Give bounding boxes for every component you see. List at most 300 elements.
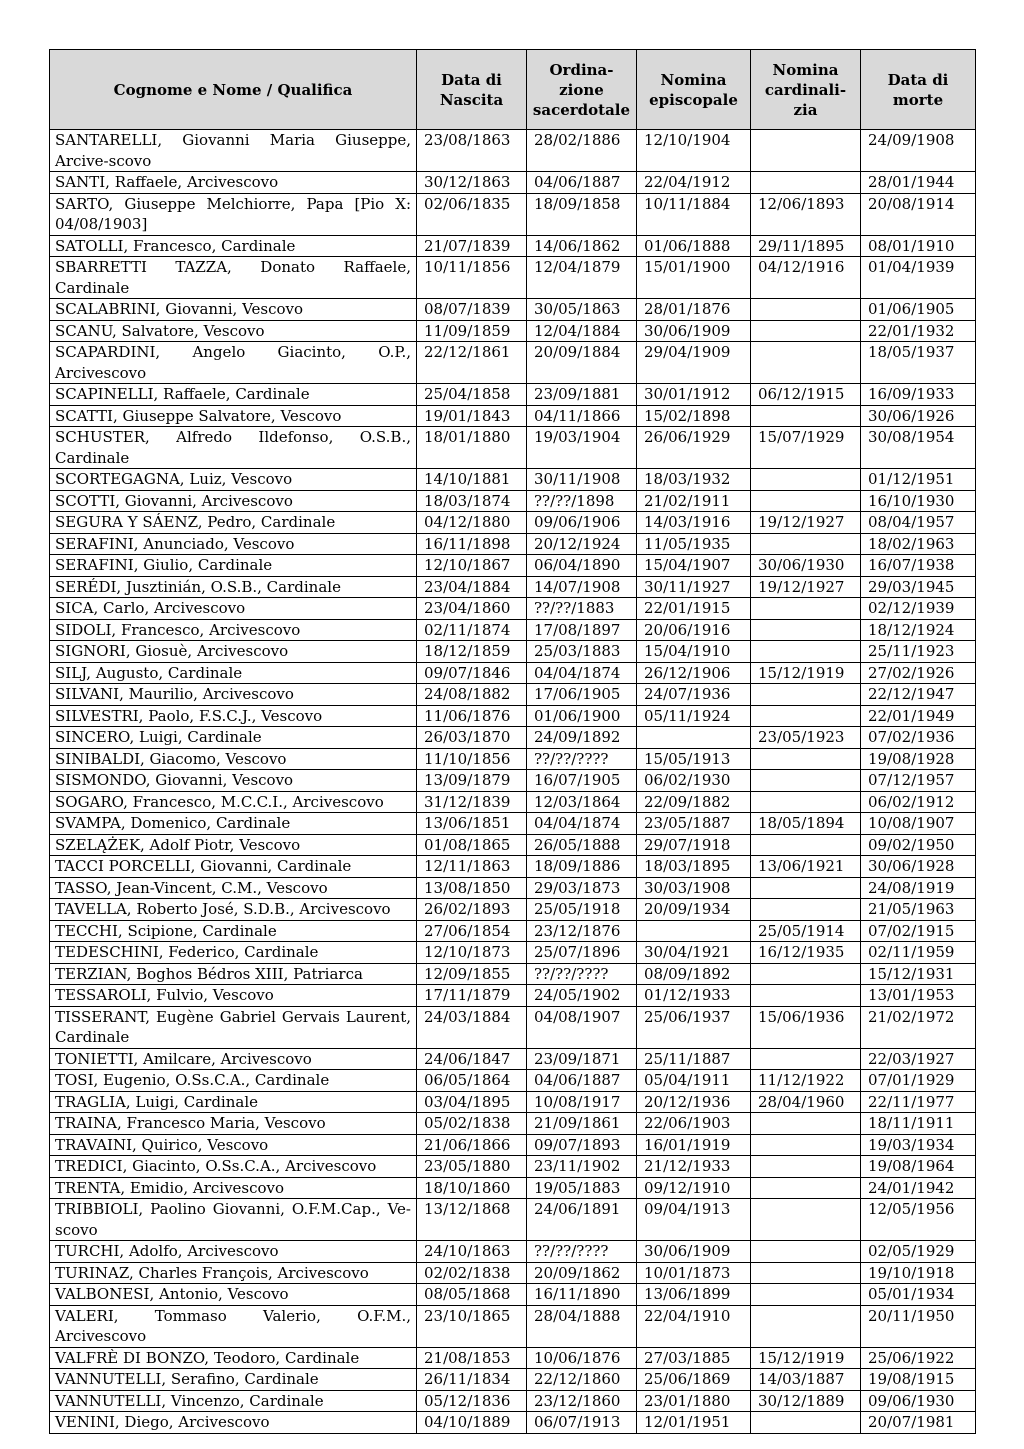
cell-death-date: 22/01/1949	[861, 705, 976, 727]
cell-birth-date: 24/10/1863	[417, 1241, 527, 1263]
cell-death-date: 07/02/1936	[861, 727, 976, 749]
cell-episcopal-appointment: 06/02/1930	[637, 770, 751, 792]
cell-name: SCAPINELLI, Raffaele, Cardinale	[50, 384, 417, 406]
cell-death-date: 08/04/1957	[861, 512, 976, 534]
cell-death-date: 30/06/1926	[861, 405, 976, 427]
cell-name: TOSI, Eugenio, O.Ss.C.A., Cardinale	[50, 1070, 417, 1092]
cell-name: VALBONESI, Antonio, Vescovo	[50, 1284, 417, 1306]
cell-ordination: 23/09/1881	[527, 384, 637, 406]
cell-name: SILVANI, Maurilio, Arcivescovo	[50, 684, 417, 706]
cell-death-date: 01/12/1951	[861, 469, 976, 491]
cell-birth-date: 18/03/1874	[417, 490, 527, 512]
table-row	[50, 555, 976, 577]
cell-death-date: 29/03/1945	[861, 576, 976, 598]
cell-name: TRAVAINI, Quirico, Vescovo	[50, 1134, 417, 1156]
cell-death-date: 27/02/1926	[861, 662, 976, 684]
cell-death-date: 10/08/1907	[861, 813, 976, 835]
table-row	[50, 856, 976, 878]
cell-episcopal-appointment: 20/09/1934	[637, 899, 751, 921]
cell-ordination: 09/06/1906	[527, 512, 637, 534]
cell-ordination: 06/04/1890	[527, 555, 637, 577]
table-row	[50, 384, 976, 406]
table-row	[50, 748, 976, 770]
cell-cardinal-appointment	[751, 791, 861, 813]
cell-episcopal-appointment: 25/06/1869	[637, 1369, 751, 1391]
cell-cardinal-appointment: 15/12/1919	[751, 662, 861, 684]
cell-death-date: 16/10/1930	[861, 490, 976, 512]
header-name	[50, 50, 417, 130]
cell-death-date: 01/04/1939	[861, 257, 976, 299]
cell-birth-date: 02/06/1835	[417, 193, 527, 235]
cell-cardinal-appointment	[751, 1156, 861, 1178]
cell-cardinal-appointment: 15/12/1919	[751, 1347, 861, 1369]
cell-name: TREDICI, Giacinto, O.Ss.C.A., Arcivescovo	[50, 1156, 417, 1178]
cell-cardinal-appointment	[751, 1305, 861, 1347]
cell-episcopal-appointment: 30/11/1927	[637, 576, 751, 598]
header-episcopal-appointment	[637, 50, 751, 130]
table-row	[50, 727, 976, 749]
cell-cardinal-appointment: 30/12/1889	[751, 1390, 861, 1412]
cell-episcopal-appointment: 24/07/1936	[637, 684, 751, 706]
cell-ordination: 28/02/1886	[527, 130, 637, 172]
cell-death-date: 18/02/1963	[861, 533, 976, 555]
cell-name: SIGNORI, Giosuè, Arcivescovo	[50, 641, 417, 663]
cell-birth-date: 30/12/1863	[417, 172, 527, 194]
table-body	[50, 130, 976, 1434]
cell-episcopal-appointment: 13/06/1899	[637, 1284, 751, 1306]
cell-ordination: ??/??/????	[527, 748, 637, 770]
table-row	[50, 469, 976, 491]
cell-episcopal-appointment: 18/03/1932	[637, 469, 751, 491]
cell-name: SINCERO, Luigi, Cardinale	[50, 727, 417, 749]
cell-ordination: 24/09/1892	[527, 727, 637, 749]
table-row	[50, 1369, 976, 1391]
cell-episcopal-appointment: 27/03/1885	[637, 1347, 751, 1369]
cell-birth-date: 23/05/1880	[417, 1156, 527, 1178]
cell-ordination: 25/07/1896	[527, 942, 637, 964]
cell-ordination: 20/09/1884	[527, 342, 637, 384]
cell-name: SIDOLI, Francesco, Arcivescovo	[50, 619, 417, 641]
table-row	[50, 130, 976, 172]
cell-name: SERAFINI, Giulio, Cardinale	[50, 555, 417, 577]
cell-name: TRIBBIOLI, Paolino Giovanni, O.F.M.Cap., Ve-scovo	[50, 1199, 417, 1241]
cell-cardinal-appointment	[751, 1262, 861, 1284]
cell-birth-date: 13/12/1868	[417, 1199, 527, 1241]
cell-ordination: 04/11/1866	[527, 405, 637, 427]
cell-episcopal-appointment: 22/04/1910	[637, 1305, 751, 1347]
cell-ordination: 12/04/1884	[527, 320, 637, 342]
table-row	[50, 1091, 976, 1113]
cell-episcopal-appointment: 30/03/1908	[637, 877, 751, 899]
cell-death-date: 06/02/1912	[861, 791, 976, 813]
cell-name: TISSERANT, Eugène Gabriel Gervais Laurent, Cardinale	[50, 1006, 417, 1048]
cell-death-date: 01/06/1905	[861, 299, 976, 321]
cell-death-date: 08/01/1910	[861, 235, 976, 257]
cell-name: SCATTI, Giuseppe Salvatore, Vescovo	[50, 405, 417, 427]
cell-episcopal-appointment: 22/04/1912	[637, 172, 751, 194]
cell-episcopal-appointment: 30/04/1921	[637, 942, 751, 964]
cell-birth-date: 26/11/1834	[417, 1369, 527, 1391]
cell-death-date: 20/11/1950	[861, 1305, 976, 1347]
cell-ordination: 17/06/1905	[527, 684, 637, 706]
cell-ordination: 16/07/1905	[527, 770, 637, 792]
clergy-table	[49, 49, 976, 1434]
table-row	[50, 1241, 976, 1263]
cell-birth-date: 08/05/1868	[417, 1284, 527, 1306]
cell-name: TEDESCHINI, Federico, Cardinale	[50, 942, 417, 964]
cell-birth-date: 26/02/1893	[417, 899, 527, 921]
cell-birth-date: 21/08/1853	[417, 1347, 527, 1369]
cell-ordination: 06/07/1913	[527, 1412, 637, 1434]
cell-death-date: 24/09/1908	[861, 130, 976, 172]
cell-death-date: 24/08/1919	[861, 877, 976, 899]
cell-death-date: 18/05/1937	[861, 342, 976, 384]
cell-birth-date: 01/08/1865	[417, 834, 527, 856]
table-row	[50, 1199, 976, 1241]
cell-name: SEGURA Y SÁENZ, Pedro, Cardinale	[50, 512, 417, 534]
cell-death-date: 19/08/1928	[861, 748, 976, 770]
cell-death-date: 16/07/1938	[861, 555, 976, 577]
cell-cardinal-appointment	[751, 877, 861, 899]
cell-ordination: 10/08/1917	[527, 1091, 637, 1113]
table-row	[50, 1262, 976, 1284]
header-line: sacerdotale	[532, 100, 631, 119]
cell-ordination: 28/04/1888	[527, 1305, 637, 1347]
cell-death-date: 28/01/1944	[861, 172, 976, 194]
cell-ordination: 04/04/1874	[527, 662, 637, 684]
cell-cardinal-appointment	[751, 985, 861, 1007]
cell-ordination: 23/11/1902	[527, 1156, 637, 1178]
cell-ordination: 20/12/1924	[527, 533, 637, 555]
table-row	[50, 963, 976, 985]
cell-cardinal-appointment: 16/12/1935	[751, 942, 861, 964]
table-row	[50, 172, 976, 194]
cell-birth-date: 18/12/1859	[417, 641, 527, 663]
cell-name: TECCHI, Scipione, Cardinale	[50, 920, 417, 942]
cell-birth-date: 31/12/1839	[417, 791, 527, 813]
cell-name: TONIETTI, Amilcare, Arcivescovo	[50, 1048, 417, 1070]
cell-death-date: 19/03/1934	[861, 1134, 976, 1156]
cell-cardinal-appointment	[751, 834, 861, 856]
cell-cardinal-appointment	[751, 1199, 861, 1241]
header-line: Data di	[441, 70, 502, 89]
cell-name: TRAINA, Francesco Maria, Vescovo	[50, 1113, 417, 1135]
cell-cardinal-appointment: 28/04/1960	[751, 1091, 861, 1113]
cell-cardinal-appointment: 29/11/1895	[751, 235, 861, 257]
cell-death-date: 19/10/1918	[861, 1262, 976, 1284]
cell-name: SCORTEGAGNA, Luiz, Vescovo	[50, 469, 417, 491]
cell-episcopal-appointment: 16/01/1919	[637, 1134, 751, 1156]
cell-ordination: 12/03/1864	[527, 791, 637, 813]
table-row	[50, 877, 976, 899]
cell-cardinal-appointment	[751, 1241, 861, 1263]
cell-cardinal-appointment: 30/06/1930	[751, 555, 861, 577]
cell-episcopal-appointment: 15/04/1907	[637, 555, 751, 577]
cell-cardinal-appointment	[751, 1134, 861, 1156]
cell-episcopal-appointment: 26/12/1906	[637, 662, 751, 684]
cell-name: SANTI, Raffaele, Arcivescovo	[50, 172, 417, 194]
table-row	[50, 834, 976, 856]
cell-death-date: 09/06/1930	[861, 1390, 976, 1412]
cell-episcopal-appointment: 23/01/1880	[637, 1390, 751, 1412]
cell-episcopal-appointment: 05/04/1911	[637, 1070, 751, 1092]
cell-death-date: 13/01/1953	[861, 985, 976, 1007]
cell-episcopal-appointment: 14/03/1916	[637, 512, 751, 534]
table-row	[50, 1070, 976, 1092]
cell-cardinal-appointment: 25/05/1914	[751, 920, 861, 942]
table-row	[50, 320, 976, 342]
cell-episcopal-appointment: 20/12/1936	[637, 1091, 751, 1113]
cell-name: SILVESTRI, Paolo, F.S.C.J., Vescovo	[50, 705, 417, 727]
cell-birth-date: 09/07/1846	[417, 662, 527, 684]
cell-ordination: 23/09/1871	[527, 1048, 637, 1070]
header-line: Ordina-	[549, 60, 614, 79]
cell-birth-date: 03/04/1895	[417, 1091, 527, 1113]
cell-episcopal-appointment: 12/01/1951	[637, 1412, 751, 1434]
cell-cardinal-appointment	[751, 1177, 861, 1199]
cell-cardinal-appointment	[751, 705, 861, 727]
cell-cardinal-appointment	[751, 770, 861, 792]
cell-death-date: 18/12/1924	[861, 619, 976, 641]
table-row	[50, 576, 976, 598]
cell-cardinal-appointment: 15/07/1929	[751, 427, 861, 469]
cell-episcopal-appointment: 29/07/1918	[637, 834, 751, 856]
cell-episcopal-appointment: 15/05/1913	[637, 748, 751, 770]
cell-birth-date: 05/12/1836	[417, 1390, 527, 1412]
cell-ordination: 23/12/1876	[527, 920, 637, 942]
table-row	[50, 1156, 976, 1178]
cell-episcopal-appointment: 12/10/1904	[637, 130, 751, 172]
cell-birth-date: 24/06/1847	[417, 1048, 527, 1070]
cell-ordination: 04/06/1887	[527, 172, 637, 194]
cell-cardinal-appointment	[751, 1113, 861, 1135]
cell-ordination: 10/06/1876	[527, 1347, 637, 1369]
cell-name: VALFRÈ DI BONZO, Teodoro, Cardinale	[50, 1347, 417, 1369]
cell-birth-date: 24/03/1884	[417, 1006, 527, 1048]
cell-death-date: 24/01/1942	[861, 1177, 976, 1199]
cell-cardinal-appointment	[751, 619, 861, 641]
cell-birth-date: 23/08/1863	[417, 130, 527, 172]
table-row	[50, 1412, 976, 1434]
cell-episcopal-appointment: 26/06/1929	[637, 427, 751, 469]
cell-cardinal-appointment	[751, 469, 861, 491]
cell-ordination: 16/11/1890	[527, 1284, 637, 1306]
cell-ordination: 19/05/1883	[527, 1177, 637, 1199]
cell-cardinal-appointment: 14/03/1887	[751, 1369, 861, 1391]
cell-name: SANTARELLI, Giovanni Maria Giuseppe, Arcive-scovo	[50, 130, 417, 172]
cell-death-date: 30/08/1954	[861, 427, 976, 469]
cell-ordination: 18/09/1886	[527, 856, 637, 878]
cell-death-date: 07/01/1929	[861, 1070, 976, 1092]
cell-cardinal-appointment	[751, 1412, 861, 1434]
cell-episcopal-appointment: 01/06/1888	[637, 235, 751, 257]
table-row	[50, 427, 976, 469]
cell-name: SCANU, Salvatore, Vescovo	[50, 320, 417, 342]
cell-ordination: 01/06/1900	[527, 705, 637, 727]
cell-name: SINIBALDI, Giacomo, Vescovo	[50, 748, 417, 770]
cell-name: TASSO, Jean-Vincent, C.M., Vescovo	[50, 877, 417, 899]
cell-cardinal-appointment	[751, 748, 861, 770]
header-death-date	[861, 50, 976, 130]
cell-cardinal-appointment: 19/12/1927	[751, 512, 861, 534]
table-row	[50, 619, 976, 641]
cell-cardinal-appointment: 12/06/1893	[751, 193, 861, 235]
cell-birth-date: 13/08/1850	[417, 877, 527, 899]
cell-name: TAVELLA, Roberto José, S.D.B., Arcivescovo	[50, 899, 417, 921]
table-row	[50, 1006, 976, 1048]
cell-name: VANNUTELLI, Vincenzo, Cardinale	[50, 1390, 417, 1412]
cell-birth-date: 08/07/1839	[417, 299, 527, 321]
cell-ordination: 19/03/1904	[527, 427, 637, 469]
table-row	[50, 1390, 976, 1412]
cell-birth-date: 25/04/1858	[417, 384, 527, 406]
cell-episcopal-appointment: 18/03/1895	[637, 856, 751, 878]
cell-cardinal-appointment	[751, 299, 861, 321]
cell-death-date: 09/02/1950	[861, 834, 976, 856]
cell-cardinal-appointment: 18/05/1894	[751, 813, 861, 835]
cell-name: SCOTTI, Giovanni, Arcivescovo	[50, 490, 417, 512]
cell-name: SVAMPA, Domenico, Cardinale	[50, 813, 417, 835]
cell-episcopal-appointment: 05/11/1924	[637, 705, 751, 727]
cell-death-date: 22/12/1947	[861, 684, 976, 706]
table-row	[50, 1134, 976, 1156]
header-row	[50, 50, 976, 130]
cell-name: SILJ, Augusto, Cardinale	[50, 662, 417, 684]
cell-episcopal-appointment: 25/11/1887	[637, 1048, 751, 1070]
cell-episcopal-appointment: 30/01/1912	[637, 384, 751, 406]
cell-ordination: ??/??/1898	[527, 490, 637, 512]
cell-name: SCAPARDINI, Angelo Giacinto, O.P., Arcivescovo	[50, 342, 417, 384]
header-line: zia	[793, 100, 818, 119]
cell-birth-date: 18/01/1880	[417, 427, 527, 469]
header-birth-date	[417, 50, 527, 130]
cell-death-date: 18/11/1911	[861, 1113, 976, 1135]
cell-ordination: 25/05/1918	[527, 899, 637, 921]
table-row	[50, 342, 976, 384]
cell-cardinal-appointment	[751, 963, 861, 985]
cell-ordination: 24/05/1902	[527, 985, 637, 1007]
table-row	[50, 770, 976, 792]
cell-birth-date: 11/06/1876	[417, 705, 527, 727]
cell-episcopal-appointment	[637, 920, 751, 942]
cell-episcopal-appointment: 30/06/1909	[637, 1241, 751, 1263]
cell-ordination: 04/06/1887	[527, 1070, 637, 1092]
table-row	[50, 1113, 976, 1135]
cell-ordination: ??/??/????	[527, 1241, 637, 1263]
table-row	[50, 1284, 976, 1306]
cell-birth-date: 26/03/1870	[417, 727, 527, 749]
cell-death-date: 20/07/1981	[861, 1412, 976, 1434]
cell-ordination: 25/03/1883	[527, 641, 637, 663]
cell-birth-date: 21/06/1866	[417, 1134, 527, 1156]
table-row	[50, 405, 976, 427]
table-row	[50, 920, 976, 942]
cell-episcopal-appointment: 22/01/1915	[637, 598, 751, 620]
header-line: morte	[892, 90, 944, 109]
cell-episcopal-appointment: 10/01/1873	[637, 1262, 751, 1284]
cell-birth-date: 23/04/1860	[417, 598, 527, 620]
table-row	[50, 598, 976, 620]
cell-episcopal-appointment: 23/05/1887	[637, 813, 751, 835]
cell-death-date: 30/06/1928	[861, 856, 976, 878]
header-line: cardinali-	[764, 80, 847, 99]
cell-name: SCHUSTER, Alfredo Ildefonso, O.S.B., Cardinale	[50, 427, 417, 469]
cell-episcopal-appointment: 28/01/1876	[637, 299, 751, 321]
cell-cardinal-appointment: 13/06/1921	[751, 856, 861, 878]
cell-cardinal-appointment: 19/12/1927	[751, 576, 861, 598]
table-row	[50, 1177, 976, 1199]
cell-birth-date: 14/10/1881	[417, 469, 527, 491]
cell-episcopal-appointment	[637, 727, 751, 749]
header-cardinal-appointment	[751, 50, 861, 130]
cell-cardinal-appointment: 23/05/1923	[751, 727, 861, 749]
cell-birth-date: 13/09/1879	[417, 770, 527, 792]
table-row	[50, 899, 976, 921]
cell-death-date: 19/08/1964	[861, 1156, 976, 1178]
cell-death-date: 07/12/1957	[861, 770, 976, 792]
cell-name: VALERI, Tommaso Valerio, O.F.M., Arcivescovo	[50, 1305, 417, 1347]
cell-episcopal-appointment: 21/02/1911	[637, 490, 751, 512]
cell-episcopal-appointment: 15/01/1900	[637, 257, 751, 299]
table-row	[50, 257, 976, 299]
cell-ordination: 04/04/1874	[527, 813, 637, 835]
header-line: episcopale	[649, 90, 738, 109]
cell-death-date: 22/01/1932	[861, 320, 976, 342]
cell-death-date: 12/05/1956	[861, 1199, 976, 1241]
cell-name: SARTO, Giuseppe Melchiorre, Papa [Pio X: 04/08/1903]	[50, 193, 417, 235]
cell-birth-date: 13/06/1851	[417, 813, 527, 835]
cell-birth-date: 17/11/1879	[417, 985, 527, 1007]
cell-death-date: 02/11/1959	[861, 942, 976, 964]
cell-name: SATOLLI, Francesco, Cardinale	[50, 235, 417, 257]
cell-ordination: 30/11/1908	[527, 469, 637, 491]
cell-death-date: 15/12/1931	[861, 963, 976, 985]
cell-episcopal-appointment: 15/04/1910	[637, 641, 751, 663]
cell-ordination: 23/12/1860	[527, 1390, 637, 1412]
cell-cardinal-appointment	[751, 598, 861, 620]
cell-birth-date: 06/05/1864	[417, 1070, 527, 1092]
header-line: zione	[559, 80, 604, 99]
table-row	[50, 985, 976, 1007]
cell-cardinal-appointment	[751, 130, 861, 172]
table-row	[50, 533, 976, 555]
cell-episcopal-appointment: 30/06/1909	[637, 320, 751, 342]
table-row	[50, 684, 976, 706]
cell-name: SBARRETTI TAZZA, Donato Raffaele, Cardinale	[50, 257, 417, 299]
table-header	[50, 50, 976, 130]
cell-name: VANNUTELLI, Serafino, Cardinale	[50, 1369, 417, 1391]
cell-ordination: 04/08/1907	[527, 1006, 637, 1048]
cell-ordination: ??/??/????	[527, 963, 637, 985]
cell-cardinal-appointment: 15/06/1936	[751, 1006, 861, 1048]
cell-episcopal-appointment: 10/11/1884	[637, 193, 751, 235]
cell-episcopal-appointment: 29/04/1909	[637, 342, 751, 384]
cell-ordination: 17/08/1897	[527, 619, 637, 641]
cell-ordination: 24/06/1891	[527, 1199, 637, 1241]
cell-birth-date: 18/10/1860	[417, 1177, 527, 1199]
cell-name: TRENTA, Emidio, Arcivescovo	[50, 1177, 417, 1199]
cell-death-date: 02/12/1939	[861, 598, 976, 620]
cell-episcopal-appointment: 08/09/1892	[637, 963, 751, 985]
cell-birth-date: 22/12/1861	[417, 342, 527, 384]
cell-birth-date: 04/12/1880	[417, 512, 527, 534]
cell-birth-date: 16/11/1898	[417, 533, 527, 555]
cell-name: SERÉDI, Jusztinián, O.S.B., Cardinale	[50, 576, 417, 598]
cell-ordination: 30/05/1863	[527, 299, 637, 321]
cell-birth-date: 12/09/1855	[417, 963, 527, 985]
cell-death-date: 21/02/1972	[861, 1006, 976, 1048]
table-row	[50, 662, 976, 684]
